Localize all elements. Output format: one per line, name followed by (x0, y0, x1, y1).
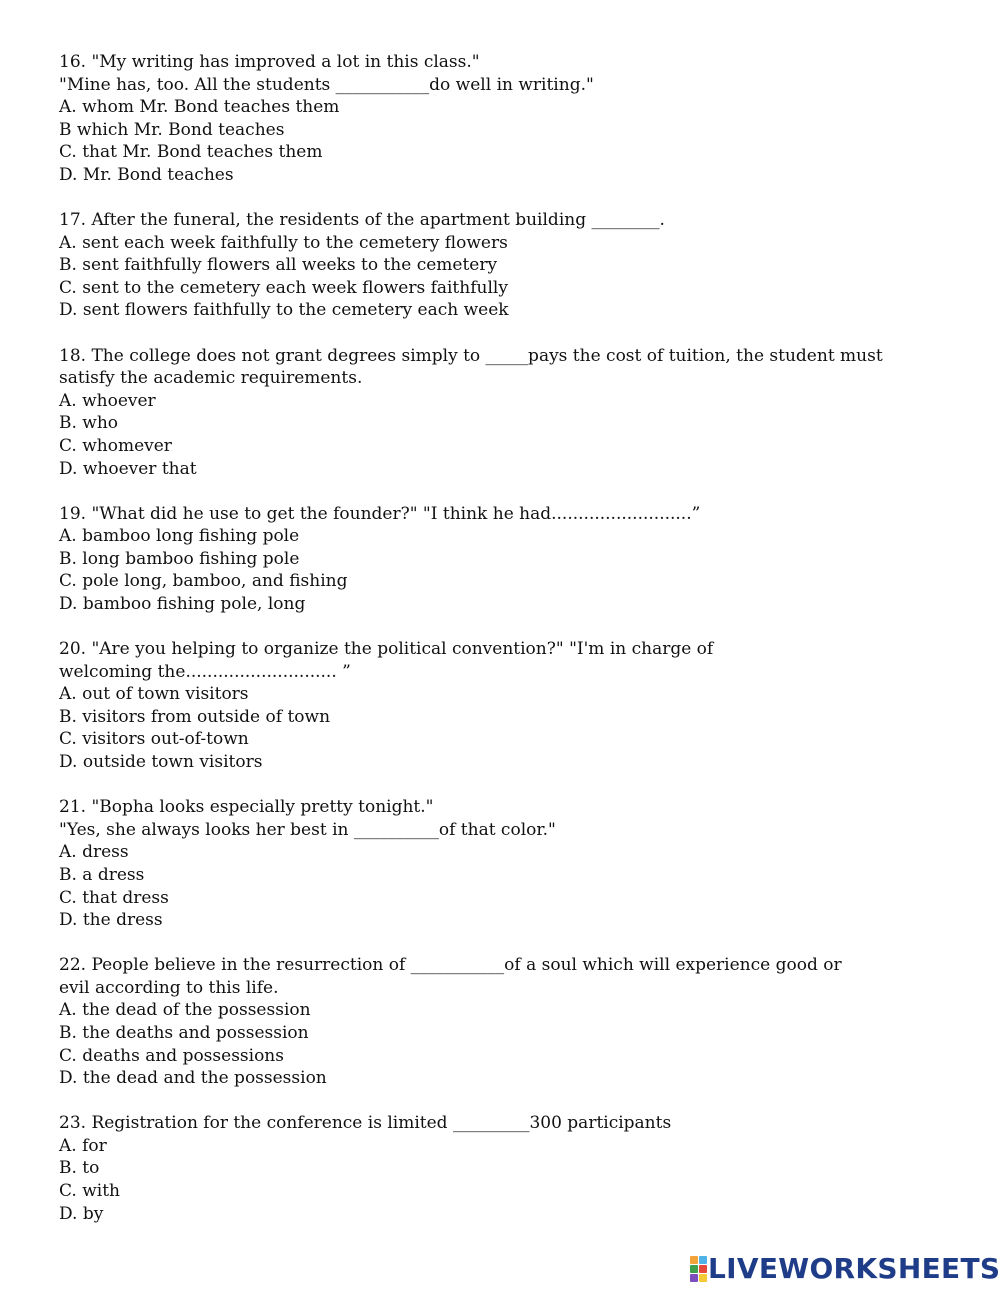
logo-block (699, 1256, 707, 1264)
option-a: A. bamboo long fishing pole (59, 526, 300, 547)
option-b: B. who (59, 413, 119, 434)
question-text: 18. The college does not grant degrees simply to _____pays the cost of tuition, the student must (59, 345, 883, 366)
option-c: C. deaths and possessions (59, 1045, 284, 1066)
question-text: evil according to this life. (59, 977, 279, 998)
liveworksheets-logo (690, 1252, 1000, 1286)
option-a: A. for (59, 1135, 107, 1156)
question-17 (59, 209, 921, 322)
option-b: B. long bamboo fishing pole (59, 548, 300, 569)
option-d: D. Mr. Bond teaches (59, 164, 234, 185)
question-text: 19. "What did he use to get the founder?" "I think he had..........................” (59, 503, 701, 524)
option-c: C. sent to the cemetery each week flowers faithfully (59, 277, 508, 298)
option-a: A. out of town visitors (59, 684, 249, 705)
option-c: C. that Mr. Bond teaches them (59, 142, 323, 163)
option-c: C. that dress (59, 887, 169, 908)
question-23 (59, 1112, 921, 1225)
option-b: B. the deaths and possession (59, 1022, 309, 1043)
question-16 (59, 51, 921, 187)
question-22 (59, 954, 921, 1090)
logo-blocks-icon (690, 1256, 706, 1282)
logo-block (699, 1265, 707, 1273)
question-text: satisfy the academic requirements. (59, 368, 363, 389)
option-d: D. the dress (59, 910, 163, 931)
question-text: 23. Registration for the conference is limited _________300 participants (59, 1113, 672, 1134)
question-text: 20. "Are you helping to organize the political convention?" "I'm in charge of (59, 639, 714, 660)
option-d: D. the dead and the possession (59, 1068, 327, 1089)
option-b: B. a dress (59, 864, 145, 885)
question-text: "Mine has, too. All the students ___________do well in writing." (59, 74, 594, 95)
option-d: D. sent flowers faithfully to the cemetery each week (59, 300, 509, 321)
option-c: C. whomever (59, 435, 172, 456)
question-text: 22. People believe in the resurrection of ___________of a soul which will experience good or (59, 955, 842, 976)
question-text: 16. "My writing has improved a lot in this class." (59, 52, 480, 72)
logo-text: LIVEWORKSHEETS (708, 1252, 1000, 1285)
question-text: 21. "Bopha looks especially pretty tonight." (59, 797, 434, 818)
question-18 (59, 345, 921, 481)
question-text: 17. After the funeral, the residents of the apartment building ________. (59, 210, 665, 231)
option-b: B. visitors from outside of town (59, 706, 331, 727)
option-d: D. by (59, 1203, 104, 1224)
option-c: C. pole long, bamboo, and fishing (59, 571, 348, 592)
option-a: A. dress (59, 842, 129, 863)
option-b: B. sent faithfully flowers all weeks to the cemetery (59, 255, 498, 276)
option-b: B. to (59, 1158, 100, 1179)
logo-block (690, 1265, 698, 1273)
option-c: C. with (59, 1181, 120, 1202)
question-text: "Yes, she always looks her best in __________of that color." (59, 819, 556, 840)
question-19 (59, 503, 921, 616)
option-b: B which Mr. Bond teaches (59, 119, 285, 140)
option-d: D. bamboo fishing pole, long (59, 593, 306, 614)
question-21 (59, 796, 921, 932)
logo-block (699, 1274, 707, 1282)
logo-block (690, 1256, 698, 1264)
worksheet (59, 51, 921, 1248)
option-a: A. whoever (59, 390, 156, 411)
option-d: D. outside town visitors (59, 752, 263, 773)
question-text: welcoming the............................ ” (59, 661, 351, 682)
option-a: A. whom Mr. Bond teaches them (59, 97, 340, 118)
question-20 (59, 638, 921, 774)
logo-block (690, 1274, 698, 1282)
option-d: D. whoever that (59, 458, 197, 479)
option-a: A. the dead of the possession (59, 1000, 311, 1021)
option-a: A. sent each week faithfully to the cemetery flowers (59, 232, 508, 253)
option-c: C. visitors out-of-town (59, 729, 249, 750)
